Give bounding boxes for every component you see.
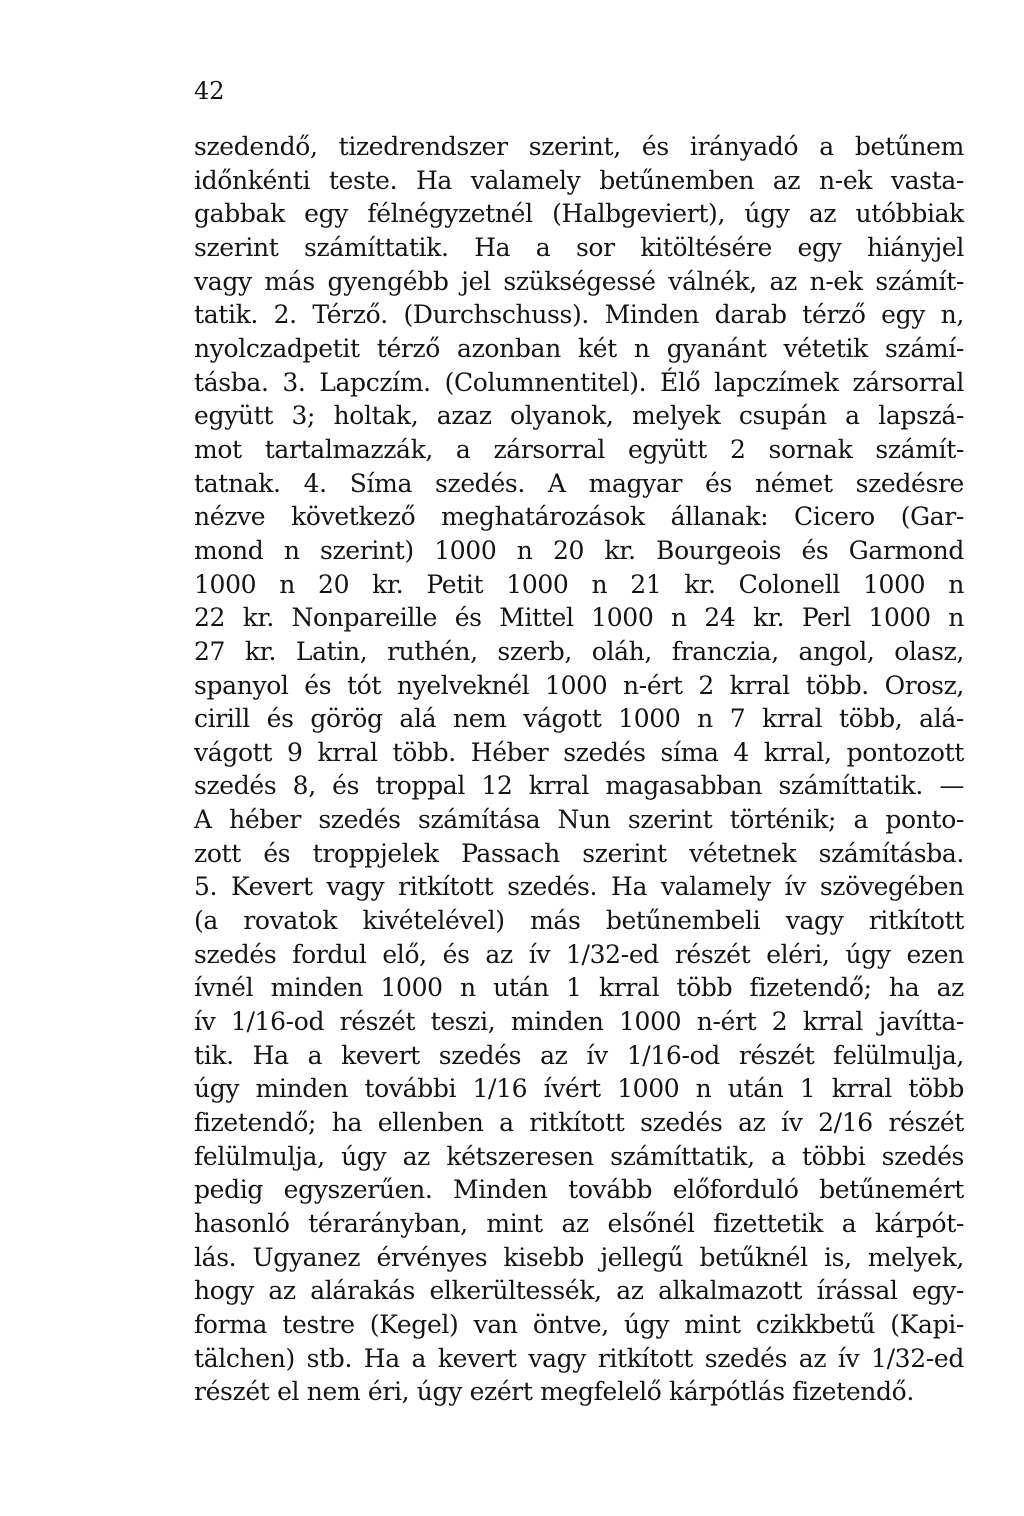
text-line: vagy más gyengébb jel szükségessé válnék, az n-ek számít- xyxy=(194,266,964,296)
text-line: hogy az alárakás elkerültessék, az alkalmazott írással egy- xyxy=(194,1276,964,1306)
text-line: szerint számíttatik. Ha a sor kitöltésére egy hiányjel xyxy=(194,232,964,262)
text-line: 22 kr. Nonpareille és Mittel 1000 n 24 kr. Perl 1000 n xyxy=(194,603,964,633)
text-line: A héber szedés számítása Nun szerint történik; a ponto- xyxy=(194,805,964,835)
text-line: vágott 9 krral több. Héber szedés síma 4 krral, pontozott xyxy=(194,737,964,767)
text-line: szedendő, tizedrendszer szerint, és irányadó a betűnem xyxy=(194,132,964,161)
text-line: szedés 8, és troppal 12 krral magasabban számíttatik. — xyxy=(194,771,964,801)
page-number: 42 xyxy=(194,77,225,105)
text-line: gabbak egy félnégyzetnél (Halbgeviert), úgy az utóbbiak xyxy=(194,199,964,229)
text-line: fizetendő; ha ellenben a ritkított szedés az ív 2/16 részét xyxy=(194,1108,964,1138)
text-line: 5. Kevert vagy ritkított szedés. Ha valamely ív szövegében xyxy=(194,872,964,902)
body-text xyxy=(194,130,964,1409)
text-line: tatnak. 4. Síma szedés. A magyar és német szedésre xyxy=(194,468,964,498)
text-line: 1000 n 20 kr. Petit 1000 n 21 kr. Colonell 1000 n xyxy=(194,569,964,599)
text-line: együtt 3; holtak, azaz olyanok, melyek csupán a lapszá- xyxy=(194,401,964,431)
text-line: úgy minden további 1/16 ívért 1000 n után 1 krral több xyxy=(194,1074,964,1104)
text-line: 27 kr. Latin, ruthén, szerb, oláh, franczia, angol, olasz, xyxy=(194,636,964,666)
text-line: mot tartalmazzák, a zársorral együtt 2 sornak számít- xyxy=(194,434,964,464)
text-line: nézve következő meghatározások állanak: Cicero (Gar- xyxy=(194,502,964,532)
text-line: lás. Ugyanez érvényes kisebb jellegű betűknél is, melyek, xyxy=(194,1242,964,1272)
text-line: forma testre (Kegel) van öntve, úgy mint czikkbetű (Kapi- xyxy=(194,1309,964,1339)
text-line: pedig egyszerűen. Minden tovább előforduló betűnemért xyxy=(194,1175,964,1205)
text-line: hasonló térarányban, mint az elsőnél fizettetik a kárpót- xyxy=(194,1209,964,1238)
text-line: nyolczadpetit térző azonban két n gyanánt vétetik számí- xyxy=(194,333,964,363)
text-line: szedés fordul elő, és az ív 1/32-ed részét eléri, úgy ezen xyxy=(194,939,964,969)
text-line: zott és troppjelek Passach szerint vétetnek számításba. xyxy=(194,838,964,868)
text-line: tälchen) stb. Ha a kevert vagy ritkított szedés az ív 1/32-ed xyxy=(194,1343,964,1373)
text-line: tatik. 2. Térző. (Durchschuss). Minden darab térző egy n, xyxy=(194,300,964,330)
text-line: részét el nem éri, úgy ezért megfelelő kárpótlás fizetendő. xyxy=(194,1377,914,1407)
text-line: cirill és görög alá nem vágott 1000 n 7 krral több, alá- xyxy=(194,704,964,734)
text-line: időnkénti teste. Ha valamely betűnemben az n-ek vasta- xyxy=(194,165,964,195)
text-line: (a rovatok kivételével) más betűnembeli vagy ritkított xyxy=(194,906,964,936)
text-line: ív 1/16-od részét teszi, minden 1000 n-ért 2 krral javítta- xyxy=(194,1007,964,1037)
text-line: tásba. 3. Lapczím. (Columnentitel). Élő lapczímek zársorral xyxy=(194,367,964,397)
text-line: ívnél minden 1000 n után 1 krral több fizetendő; ha az xyxy=(194,973,964,1003)
text-line: spanyol és tót nyelveknél 1000 n-ért 2 krral több. Orosz, xyxy=(194,670,964,700)
text-line: felülmulja, úgy az kétszeresen számíttatik, a többi szedés xyxy=(194,1141,964,1171)
text-line: tik. Ha a kevert szedés az ív 1/16-od részét felülmulja, xyxy=(194,1040,964,1070)
text-line: mond n szerint) 1000 n 20 kr. Bourgeois és Garmond xyxy=(194,535,964,565)
